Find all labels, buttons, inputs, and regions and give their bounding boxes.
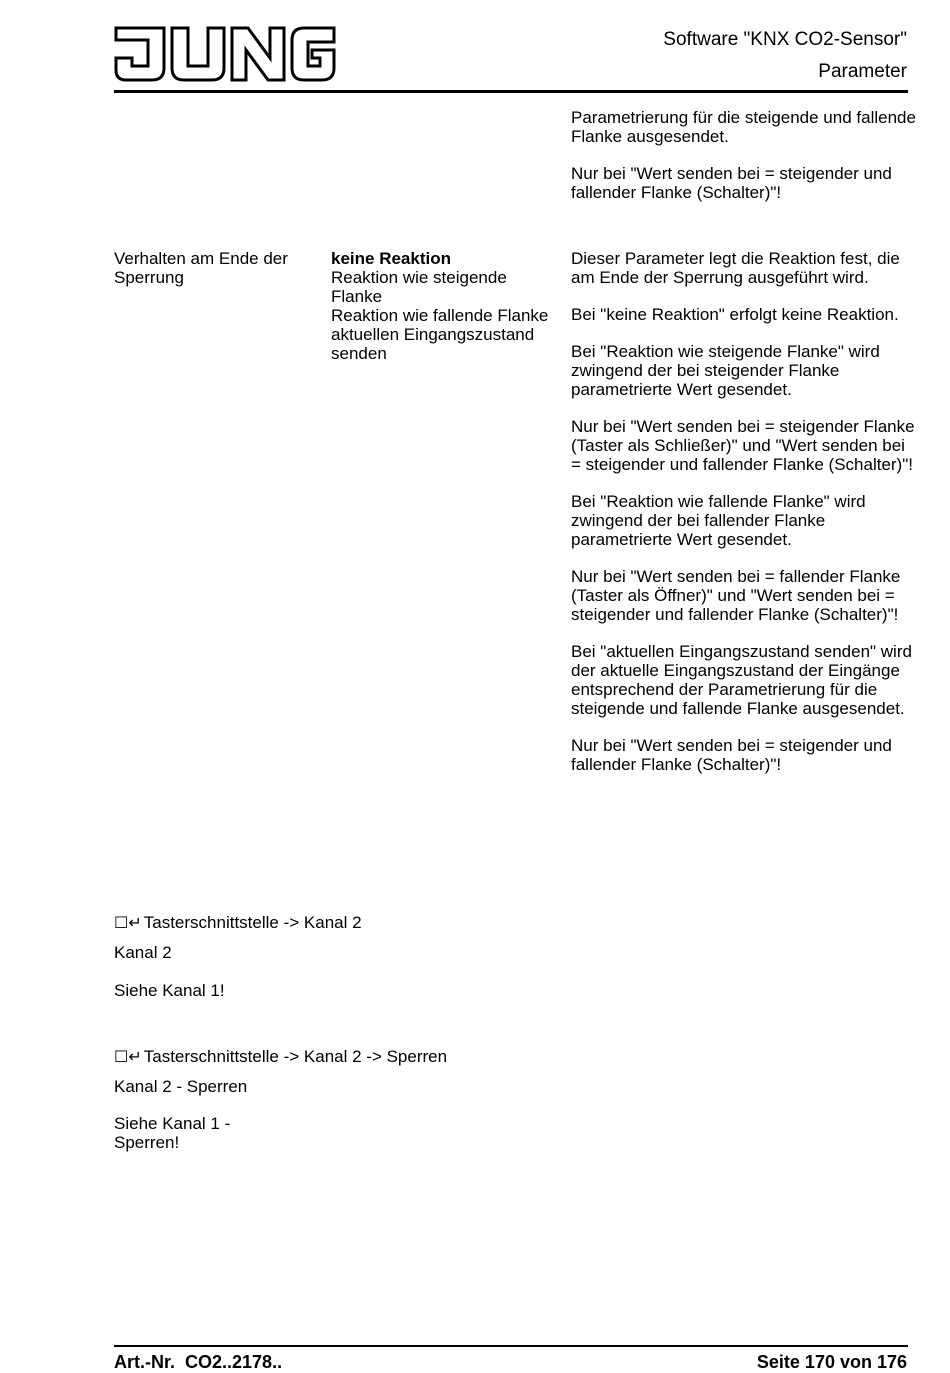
header-rule (114, 90, 908, 93)
section-title: Kanal 2 (114, 943, 172, 962)
option-item: aktuellen Eingangszustand senden (331, 325, 535, 363)
description-paragraph: Bei "keine Reaktion" erfolgt keine Reaktion. (571, 305, 899, 324)
option-item: Reaktion wie fallende Flanke (331, 306, 549, 325)
article-number: Art.-Nr. CO2..2178.. (114, 1352, 283, 1372)
option-item: Reaktion wie steigende Flanke (331, 268, 507, 306)
parameter-description (571, 249, 916, 792)
page-number: Seite 170 von 176 (756, 1352, 907, 1372)
section-path-kanal-2: ☐↵ Tasterschnittstelle -> Kanal 2 (114, 913, 362, 932)
description-paragraph: Dieser Parameter legt die Reaktion fest, die am Ende der Sperrung ausgeführt wird. (571, 249, 900, 287)
collapse-box-icon: ☐↵ (114, 915, 142, 932)
description-paragraph: Nur bei "Wert senden bei = fallender Flanke (Taster als Öffner)" und "Wert senden bei = steigender und fallender Flanke (Schalter)"! (571, 567, 901, 624)
footer-rule (114, 1345, 908, 1347)
option-default: keine Reaktion (331, 249, 451, 268)
continued-description (571, 108, 916, 220)
description-paragraph: Nur bei "Wert senden bei = steigender und fallender Flanke (Schalter)"! (571, 164, 892, 202)
description-paragraph: Bei "Reaktion wie fallende Flanke" wird zwingend der bei fallender Flanke parametrierte Wert gesendet. (571, 492, 866, 549)
description-paragraph: Bei "aktuellen Eingangszustand senden" wird der aktuelle Eingangszustand der Eingänge entsprechend der Parametrierung für die steigende und fallende Flanke ausgesendet. (571, 642, 912, 718)
document-subtitle: Parameter (818, 61, 907, 82)
document-title: Software "KNX CO2-Sensor" (663, 29, 907, 50)
description-paragraph: Nur bei "Wert senden bei = steigender und fallender Flanke (Schalter)"! (571, 736, 892, 774)
section-note: Siehe Kanal 1! (114, 981, 225, 1000)
parameter-options (331, 249, 561, 363)
collapse-box-icon: ☐↵ (114, 1049, 142, 1066)
parameter-name: Verhalten am Ende der Sperrung (114, 249, 288, 287)
section-path-kanal-2-sperren: ☐↵ Tasterschnittstelle -> Kanal 2 -> Sperren (114, 1047, 448, 1066)
section-title: Kanal 2 - Sperren (114, 1077, 248, 1096)
jung-logo (114, 26, 336, 82)
description-paragraph: Nur bei "Wert senden bei = steigender Flanke (Taster als Schließer)" und "Wert senden bei = steigender und fallender Flanke (Schalter)"! (571, 417, 915, 474)
section-note: Siehe Kanal 1 - Sperren! (114, 1114, 231, 1152)
description-paragraph: Parametrierung für die steigende und fallende Flanke ausgesendet. (571, 108, 916, 146)
description-paragraph: Bei "Reaktion wie steigende Flanke" wird zwingend der bei steigender Flanke parametrierte Wert gesendet. (571, 342, 880, 399)
